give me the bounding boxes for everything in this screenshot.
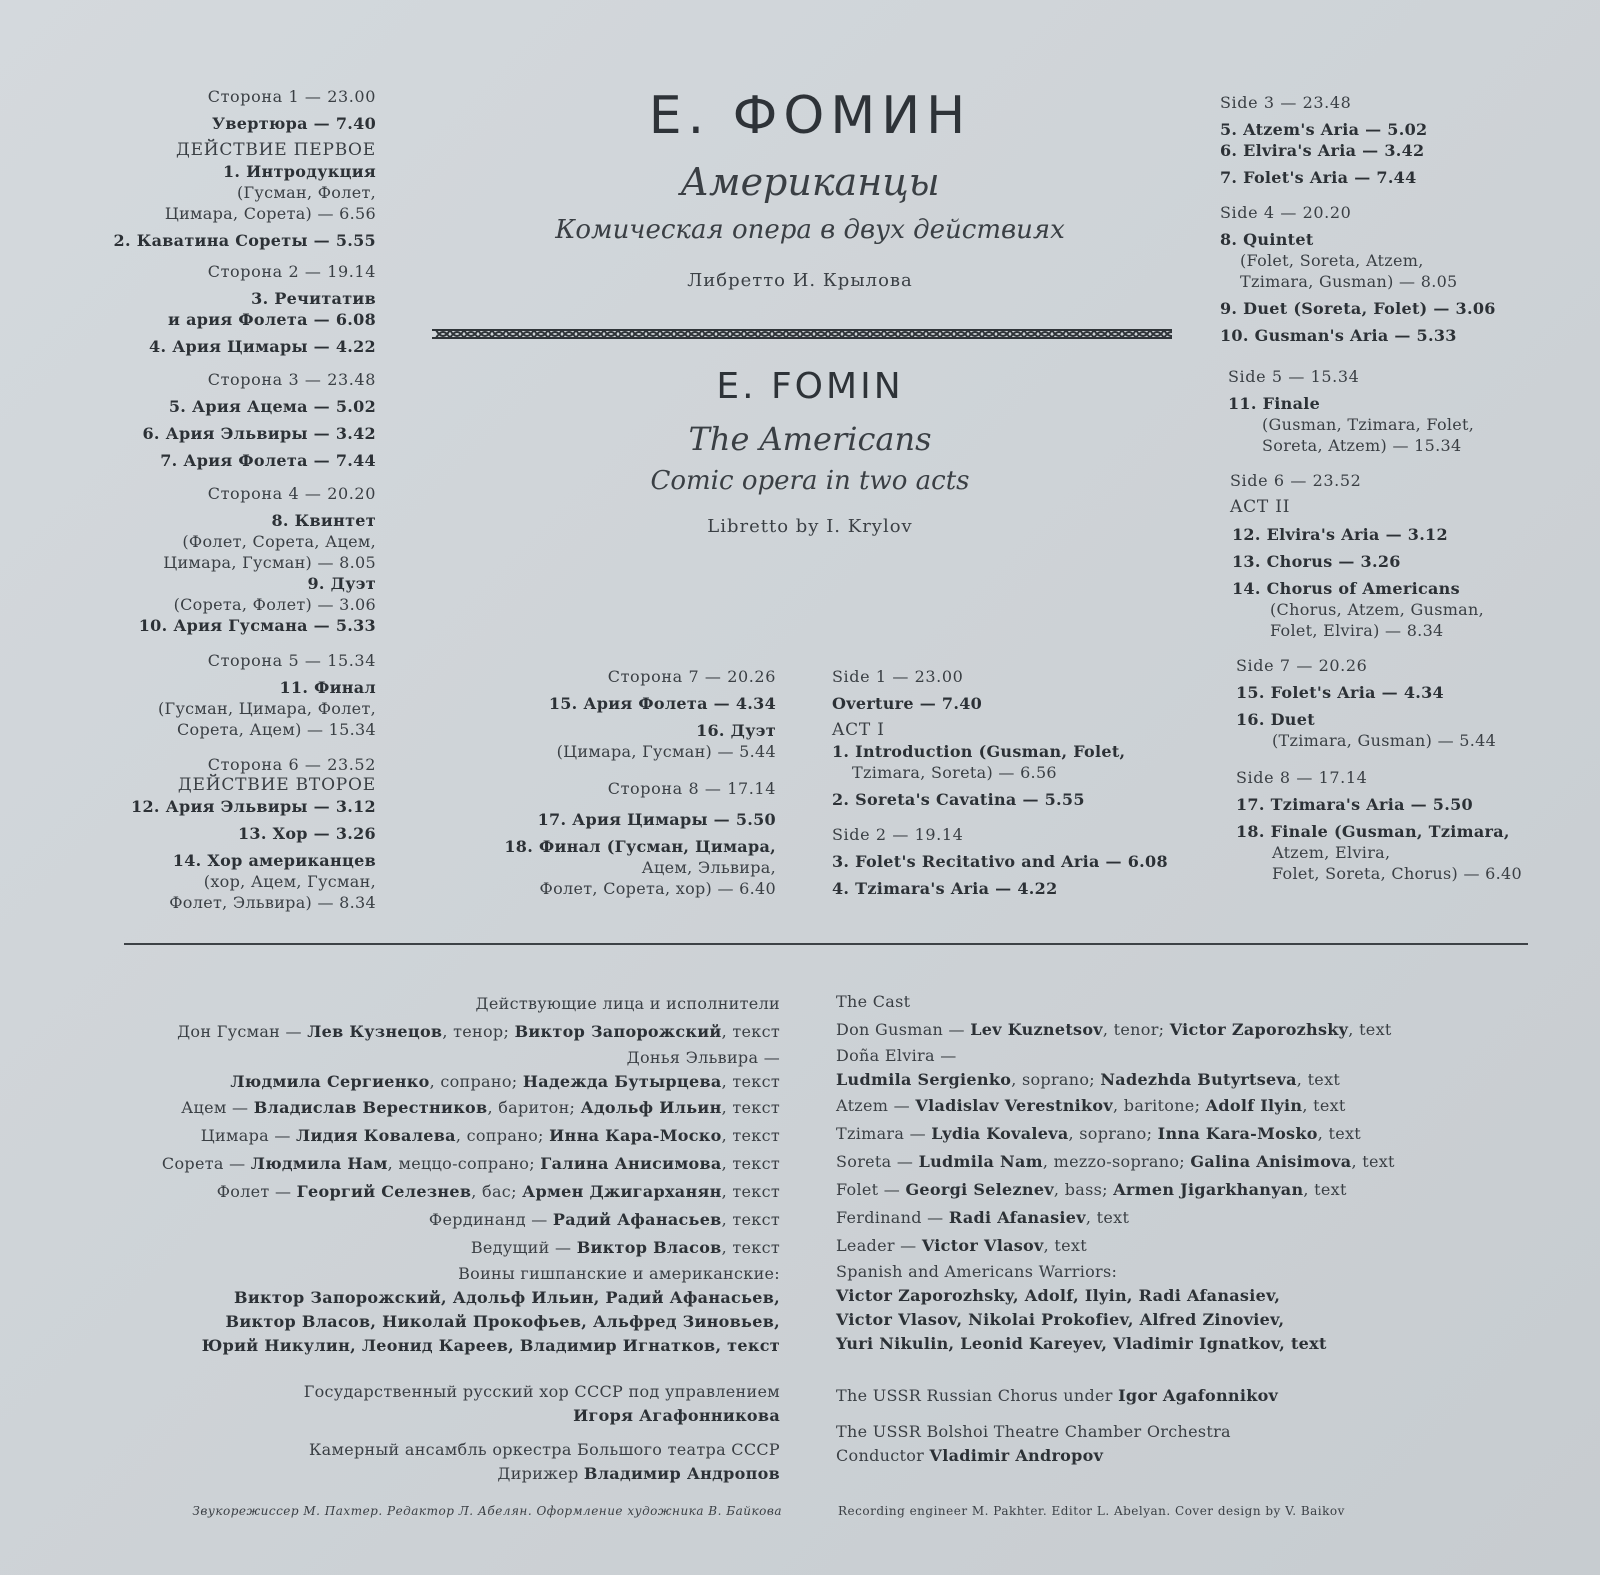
act-heading: ДЕЙСТВИЕ ВТОРОЕ [177, 775, 376, 795]
side-header: Side 5 — 15.34 [1228, 367, 1360, 386]
tracklist-ru-part2 [504, 666, 776, 899]
track-detail: Цимара, Гусман) — 8.05 [163, 553, 376, 572]
side-header: Side 7 — 20.26 [1236, 656, 1368, 675]
track-detail: Фолет, Эльвира) — 8.34 [169, 893, 376, 912]
credits-ru: Звукорежиссер М. Пахтер. Редактор Л. Абелян. Оформление художника В. Байкова [192, 1504, 782, 1518]
tracklist-en-part1 [832, 666, 1168, 899]
track-detail: Folet, Soreta, Chorus) — 6.40 [1272, 864, 1522, 883]
track-item: 4. Ария Цимары — 4.22 [149, 337, 376, 356]
side-header: Side 1 — 23.00 [832, 667, 964, 686]
track-item: 6. Ария Эльвиры — 3.42 [142, 424, 376, 443]
track-detail: (Tzimara, Gusman) — 5.44 [1272, 731, 1497, 750]
side-header: Сторона 2 — 19.14 [207, 262, 376, 281]
act-heading: ACT I [832, 720, 885, 740]
composer-title-en: E. FOMIN [716, 366, 904, 407]
track-detail: Tzimara, Soreta) — 6.56 [852, 763, 1057, 782]
track-item: 7. Folet's Aria — 7.44 [1220, 168, 1417, 187]
track-item: 1. Интродукция [222, 162, 376, 181]
track-detail: Сорета, Ацем) — 15.34 [177, 720, 376, 739]
cast-names: Виктор Запорожский, Адольф Ильин, Радий Афанасьев, [234, 1288, 780, 1307]
cast-names: Юрий Никулин, Леонид Кареев, Владимир Игнатков, текст [201, 1336, 780, 1355]
track-detail: Фолет, Сорета, хор) — 6.40 [539, 879, 776, 898]
track-detail: (Сорета, Фолет) — 3.06 [173, 595, 376, 614]
track-item: 4. Tzimara's Aria — 4.22 [832, 879, 1058, 898]
cast-names: Victor Zaporozhsky, Adolf, Ilyin, Radi Afanasiev, [836, 1286, 1281, 1305]
track-item: Увертюра — 7.40 [212, 114, 376, 133]
cast-line: Ацем — Владислав Верестников, баритон; Адольф Ильин, текст [181, 1098, 780, 1117]
cast-line: Soreta — Ludmila Nam, mezzo-soprano; Galina Anisimova, text [836, 1152, 1395, 1171]
side-header: Сторона 8 — 17.14 [607, 779, 776, 798]
cast-subheading: Воины гишпанские и американские: [458, 1264, 780, 1283]
track-item: 17. Ария Цимары — 5.50 [537, 810, 776, 829]
track-item: 14. Хор американцев [172, 851, 376, 870]
track-item: 10. Gusman's Aria — 5.33 [1220, 326, 1457, 345]
track-detail: (хор, Ацем, Гусман, [203, 872, 376, 891]
track-detail: (Цимара, Гусман) — 5.44 [556, 742, 776, 761]
track-item: 13. Chorus — 3.26 [1232, 552, 1401, 571]
cast-ru [162, 990, 780, 1486]
cast-heading: The Cast [836, 992, 911, 1011]
track-item: 8. Квинтет [271, 511, 376, 530]
cast-line: Донья Эльвира — [626, 1048, 780, 1067]
track-detail: Soreta, Atzem) — 15.34 [1262, 436, 1462, 455]
cast-line: Atzem — Vladislav Verestnikov, baritone; Adolf Ilyin, text [836, 1096, 1346, 1115]
track-item: 10. Ария Гусмана — 5.33 [138, 616, 376, 635]
track-item: 12. Ария Эльвиры — 3.12 [131, 797, 376, 816]
chorus-line: The USSR Russian Chorus under Igor Agafonnikov [836, 1386, 1279, 1405]
track-item: 16. Дуэт [696, 721, 776, 740]
side-header: Сторона 6 — 23.52 [207, 755, 376, 774]
side-header: Сторона 7 — 20.26 [607, 667, 776, 686]
libretto-ru: Либретто И. Крылова [687, 270, 913, 291]
track-item: Overture — 7.40 [832, 694, 983, 713]
track-item: 11. Finale [1228, 394, 1321, 413]
track-detail: (Фолет, Сорета, Ацем, [182, 532, 376, 551]
track-item: 8. Quintet [1220, 230, 1314, 249]
cast-line: Doña Elvira — [836, 1046, 957, 1065]
track-item: 13. Хор — 3.26 [238, 824, 376, 843]
track-item: 14. Chorus of Americans [1232, 579, 1460, 598]
cast-line: Ferdinand — Radi Afanasiev, text [836, 1208, 1130, 1227]
cast-line: Tzimara — Lydia Kovaleva, soprano; Inna Kara-Mosko, text [836, 1124, 1362, 1143]
tracklist-ru [114, 86, 376, 913]
track-item: 5. Ария Ацема — 5.02 [168, 397, 376, 416]
track-detail: (Chorus, Atzem, Gusman, [1270, 600, 1485, 619]
track-item: 9. Duet (Soreta, Folet) — 3.06 [1220, 299, 1496, 318]
track-item: и ария Фолета — 6.08 [168, 310, 376, 329]
orchestra-line: The USSR Bolshoi Theatre Chamber Orchestra [836, 1422, 1231, 1441]
credits-en: Recording engineer M. Pakhter. Editor L. Abelyan. Cover design by V. Baikov [838, 1504, 1345, 1518]
tracklist-en-part2 [1220, 92, 1522, 884]
side-header: Side 8 — 17.14 [1236, 768, 1368, 787]
track-item: 5. Atzem's Aria — 5.02 [1220, 120, 1428, 139]
cast-subheading: Spanish and Americans Warriors: [836, 1262, 1118, 1281]
track-detail: Ацем, Эльвира, [641, 858, 776, 877]
track-item: 3. Folet's Recitativo and Aria — 6.08 [832, 852, 1168, 871]
track-item: 2. Soreta's Cavatina — 5.55 [832, 790, 1085, 809]
track-item: 2. Каватина Сореты — 5.55 [113, 231, 376, 250]
track-item: 12. Elvira's Aria — 3.12 [1232, 525, 1448, 544]
track-item: 16. Duet [1236, 710, 1315, 729]
side-header: Side 6 — 23.52 [1230, 471, 1362, 490]
cast-line: Don Gusman — Lev Kuznetsov, tenor; Victor Zaporozhsky, text [836, 1020, 1392, 1039]
opera-genre-ru: Комическая опера в двух действиях [555, 215, 1065, 245]
opera-genre-en: Comic opera in two acts [650, 466, 970, 496]
track-item: 18. Finale (Gusman, Tzimara, [1236, 822, 1510, 841]
cast-line: Людмила Сергиенко, сопрано; Надежда Бутырцева, текст [230, 1072, 780, 1091]
opera-title-en: The Americans [688, 420, 932, 458]
track-detail: Цимара, Сорета) — 6.56 [164, 204, 376, 223]
cast-line: Leader — Victor Vlasov, text [836, 1236, 1087, 1255]
conductor-line: Дирижер Владимир Андропов [497, 1464, 780, 1483]
side-header: Side 4 — 20.20 [1220, 203, 1352, 222]
track-detail: Atzem, Elvira, [1272, 843, 1391, 862]
track-item: 6. Elvira's Aria — 3.42 [1220, 141, 1425, 160]
side-header: Side 2 — 19.14 [832, 825, 964, 844]
track-detail: (Folet, Soreta, Atzem, [1240, 251, 1424, 270]
track-detail: Folet, Elvira) — 8.34 [1270, 621, 1444, 640]
cast-line: Folet — Georgi Seleznev, bass; Armen Jigarkhanyan, text [836, 1180, 1347, 1199]
track-detail: Tzimara, Gusman) — 8.05 [1240, 272, 1458, 291]
side-header: Сторона 1 — 23.00 [207, 87, 376, 106]
track-item: 11. Финал [279, 678, 376, 697]
cast-line: Фолет — Георгий Селезнев, бас; Армен Джигарханян, текст [216, 1182, 780, 1201]
ornament-divider [432, 322, 1172, 346]
conductor-line: Conductor Vladimir Andropov [836, 1446, 1104, 1465]
cast-line: Ведущий — Виктор Власов, текст [470, 1238, 780, 1257]
section-divider [124, 943, 1528, 945]
orchestra-line: Камерный ансамбль оркестра Большого театра СССР [308, 1440, 780, 1459]
cast-names: Виктор Власов, Николай Прокофьев, Альфред Зиновьев, [225, 1312, 780, 1331]
cast-line: Ludmila Sergienko, soprano; Nadezhda Butyrtseva, text [836, 1070, 1341, 1089]
side-header: Side 3 — 23.48 [1220, 93, 1352, 112]
track-detail: (Гусман, Фолет, [236, 183, 376, 202]
cast-names: Yuri Nikulin, Leonid Kareyev, Vladimir Ignatkov, text [836, 1334, 1327, 1353]
ornament-wave [436, 330, 1172, 338]
track-item: 15. Folet's Aria — 4.34 [1236, 683, 1444, 702]
side-header: Сторона 3 — 23.48 [207, 370, 376, 389]
cast-line: Сорета — Людмила Нам, меццо-сопрано; Галина Анисимова, текст [161, 1154, 780, 1173]
track-item: 9. Дуэт [307, 574, 376, 593]
chorus-conductor: Игоря Агафонникова [573, 1406, 780, 1425]
cast-names: Victor Vlasov, Nikolai Prokofiev, Alfred Zinoviev, [836, 1310, 1285, 1329]
side-header: Сторона 5 — 15.34 [207, 651, 376, 670]
track-item: 15. Ария Фолета — 4.34 [548, 694, 776, 713]
opera-title-ru: Американцы [680, 160, 940, 204]
track-item: 17. Tzimara's Aria — 5.50 [1236, 795, 1473, 814]
cast-heading: Действующие лица и исполнители [475, 994, 780, 1013]
act-heading: ACT II [1230, 497, 1291, 517]
track-detail: (Gusman, Tzimara, Folet, [1262, 415, 1475, 434]
track-item: 18. Финал (Гусман, Цимара, [504, 837, 776, 856]
track-item: 1. Introduction (Gusman, Folet, [832, 742, 1126, 761]
side-header: Сторона 4 — 20.20 [207, 484, 376, 503]
track-detail: (Гусман, Цимара, Фолет, [158, 699, 376, 718]
act-heading: ДЕЙСТВИЕ ПЕРВОЕ [175, 140, 376, 160]
cast-line: Фердинанд — Радий Афанасьев, текст [428, 1210, 780, 1229]
chorus-line: Государственный русский хор СССР под управлением [303, 1382, 780, 1401]
cast-line: Дон Гусман — Лев Кузнецов, тенор; Виктор Запорожский, текст [177, 1022, 780, 1041]
track-item: 7. Ария Фолета — 7.44 [160, 451, 376, 470]
cast-line: Цимара — Лидия Ковалева, сопрано; Инна Кара-Моско, текст [200, 1126, 780, 1145]
libretto-en: Libretto by I. Krylov [707, 516, 913, 537]
cast-en [836, 988, 1395, 1468]
track-item: 3. Речитатив [251, 289, 376, 308]
composer-title-ru: Е. ФОМИН [648, 86, 972, 146]
